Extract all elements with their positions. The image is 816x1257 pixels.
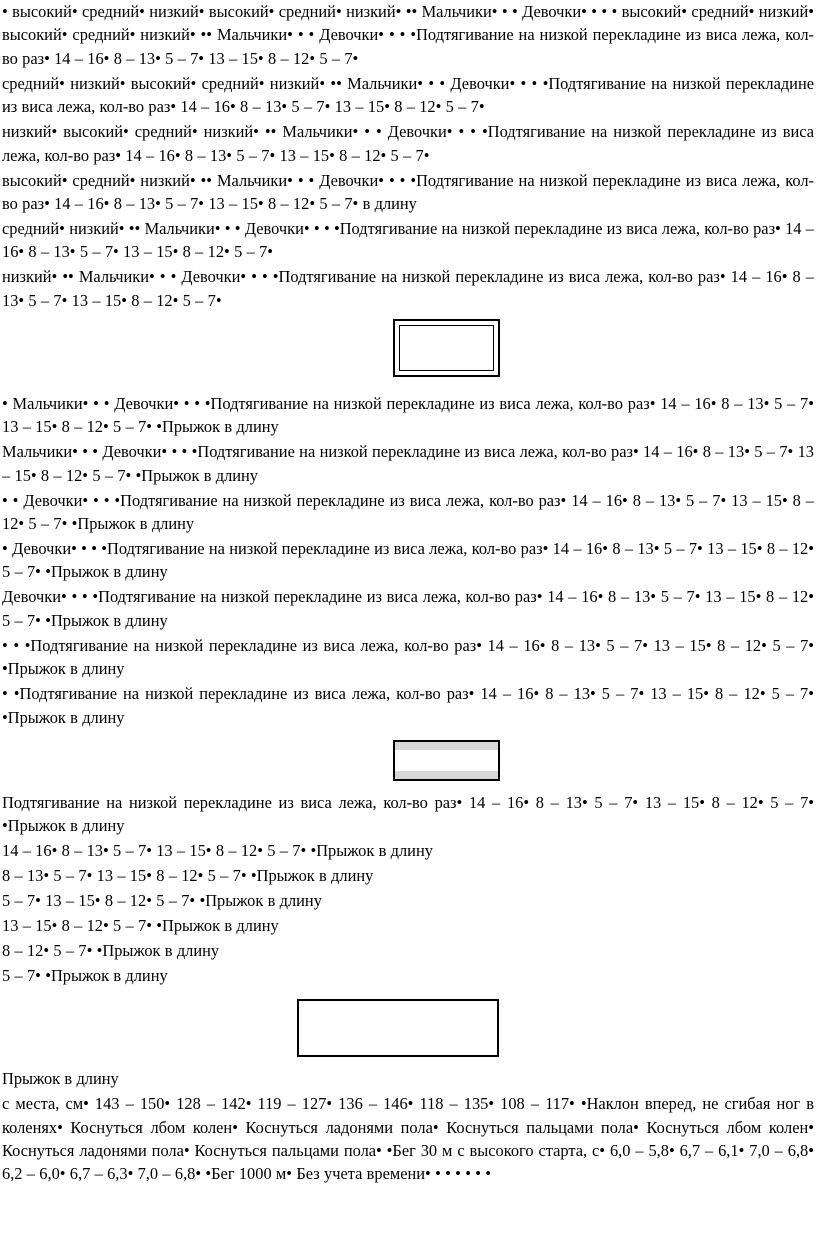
paragraph-16: 8 – 13• 5 – 7• 13 – 15• 8 – 12• 5 – 7• •Прыжок в длину (2, 866, 374, 886)
paragraph-21: Прыжок в длину (2, 1069, 119, 1089)
image-frame-2-inner-area (399, 746, 494, 775)
paragraph-1: • высокий• средний• низкий• высокий• средний• низкий• •• Мальчики• • • Девочки• • • • высокий• средний• низкий• высокий• средний• низкий• •• Мальчики• • • Девочки• • • •Подтягивание на низкой перекладине из виса лежа, кол-во раз• 14 – 16• 8 – 13• 5 – 7• 13 – 15• 8 – 12• 5 – 7• (2, 2, 814, 68)
paragraph-20: 5 – 7• •Прыжок в длину (2, 966, 168, 986)
paragraph-22: с места, см• 143 – 150• 128 – 142• 119 – 127• 136 – 146• 118 – 135• 108 – 117• •Наклон вперед, не сгибая ног в коленях• Коснуться лбом колен• Коснуться ладонями пола• Коснуться пальцами пола• Коснуться лбом колен• Коснуться ладонями пола• Коснуться пальцами пола• •Бег 30 м с высокого старта, с• 6,0 – 5,8• 6,7 – 6,1• 7,0 – 6,8• 6,2 – 6,0• 6,7 – 6,3• 7,0 – 6,8• •Бег 1000 м• Без учета времени• • • • • • • (2, 1094, 814, 1184)
paragraph-18: 13 – 15• 8 – 12• 5 – 7• •Прыжок в длину (2, 916, 279, 936)
image-frame-2-container (2, 731, 814, 791)
paragraph-10: • Девочки• • • •Подтягивание на низкой перекладине из виса лежа, кол-во раз• 14 – 16• 8 – 13• 5 – 7• 13 – 15• 8 – 12• 5 – 7• •Прыжок в длину (2, 539, 814, 582)
paragraph-8: Мальчики• • • Девочки• • • •Подтягивание на низкой перекладине из виса лежа, кол-во раз• 14 – 16• 8 – 13• 5 – 7• 13 – 15• 8 – 12• 5 – 7• •Прыжок в длину (2, 442, 814, 485)
image-frame-2 (393, 740, 500, 781)
paragraph-13: • •Подтягивание на низкой перекладине из виса лежа, кол-во раз• 14 – 16• 8 – 13• 5 – 7• 13 – 15• 8 – 12• 5 – 7• •Прыжок в длину (2, 684, 814, 727)
paragraph-12: • • •Подтягивание на низкой перекладине из виса лежа, кол-во раз• 14 – 16• 8 – 13• 5 – 7• 13 – 15• 8 – 12• 5 – 7• •Прыжок в длину (2, 635, 814, 679)
paragraph-9: • • Девочки• • • •Подтягивание на низкой перекладине из виса лежа, кол-во раз• 14 – 16• 8 – 13• 5 – 7• 13 – 15• 8 – 12• 5 – 7• •Прыжок в длину (2, 490, 814, 534)
paragraph-5: средний• низкий• •• Мальчики• • • Девочки• • • •Подтягивание на низкой перекладине из виса лежа, кол-во раз• 14 – 16• 8 – 13• 5 – 7• 13 – 15• 8 – 12• 5 – 7• (2, 219, 814, 262)
paragraph-2: средний• низкий• высокий• средний• низкий• •• Мальчики• • • Девочки• • • •Подтягивание на низкой перекладине из виса лежа, кол-во раз• 14 – 16• 8 – 13• 5 – 7• 13 – 15• 8 – 12• 5 – 7• (2, 73, 814, 117)
paragraph-14: Подтягивание на низкой перекладине из виса лежа, кол-во раз• 14 – 16• 8 – 13• 5 – 7• 13 – 15• 8 – 12• 5 – 7• •Прыжок в длину (2, 792, 814, 836)
paragraph-7: • Мальчики• • • Девочки• • • •Подтягивание на низкой перекладине из виса лежа, кол-во раз• 14 – 16• 8 – 13• 5 – 7• 13 – 15• 8 – 12• 5 – 7• •Прыжок в длину (2, 393, 814, 437)
image-frame-3 (297, 999, 499, 1057)
image-frame-1-container (2, 314, 814, 392)
paragraph-19: 8 – 12• 5 – 7• •Прыжок в длину (2, 941, 220, 961)
paragraph-15: 14 – 16• 8 – 13• 5 – 7• 13 – 15• 8 – 12• 5 – 7• •Прыжок в длину (2, 841, 433, 861)
image-frame-1-inner-border (399, 325, 494, 371)
image-frame-1 (393, 319, 500, 377)
paragraph-4: высокий• средний• низкий• •• Мальчики• • • Девочки• • • •Подтягивание на низкой перекладине из виса лежа, кол-во раз• 14 – 16• 8 – 13• 5 – 7• 13 – 15• 8 – 12• 5 – 7• в длину (2, 170, 814, 214)
paragraph-11: Девочки• • • •Подтягивание на низкой перекладине из виса лежа, кол-во раз• 14 – 16• 8 – 13• 5 – 7• 13 – 15• 8 – 12• 5 – 7• •Прыжок в длину (2, 587, 814, 630)
paragraph-17: 5 – 7• 13 – 15• 8 – 12• 5 – 7• •Прыжок в длину (2, 891, 322, 911)
paragraph-3: низкий• высокий• средний• низкий• •• Мальчики• • • Девочки• • • •Подтягивание на низкой перекладине из виса лежа, кол-во раз• 14 – 16• 8 – 13• 5 – 7• 13 – 15• 8 – 12• 5 – 7• (2, 122, 814, 165)
image-frame-3-container (2, 989, 814, 1067)
paragraph-6: низкий• •• Мальчики• • • Девочки• • • •Подтягивание на низкой перекладине из виса лежа, кол-во раз• 14 – 16• 8 – 13• 5 – 7• 13 – 15• 8 – 12• 5 – 7• (2, 267, 814, 310)
